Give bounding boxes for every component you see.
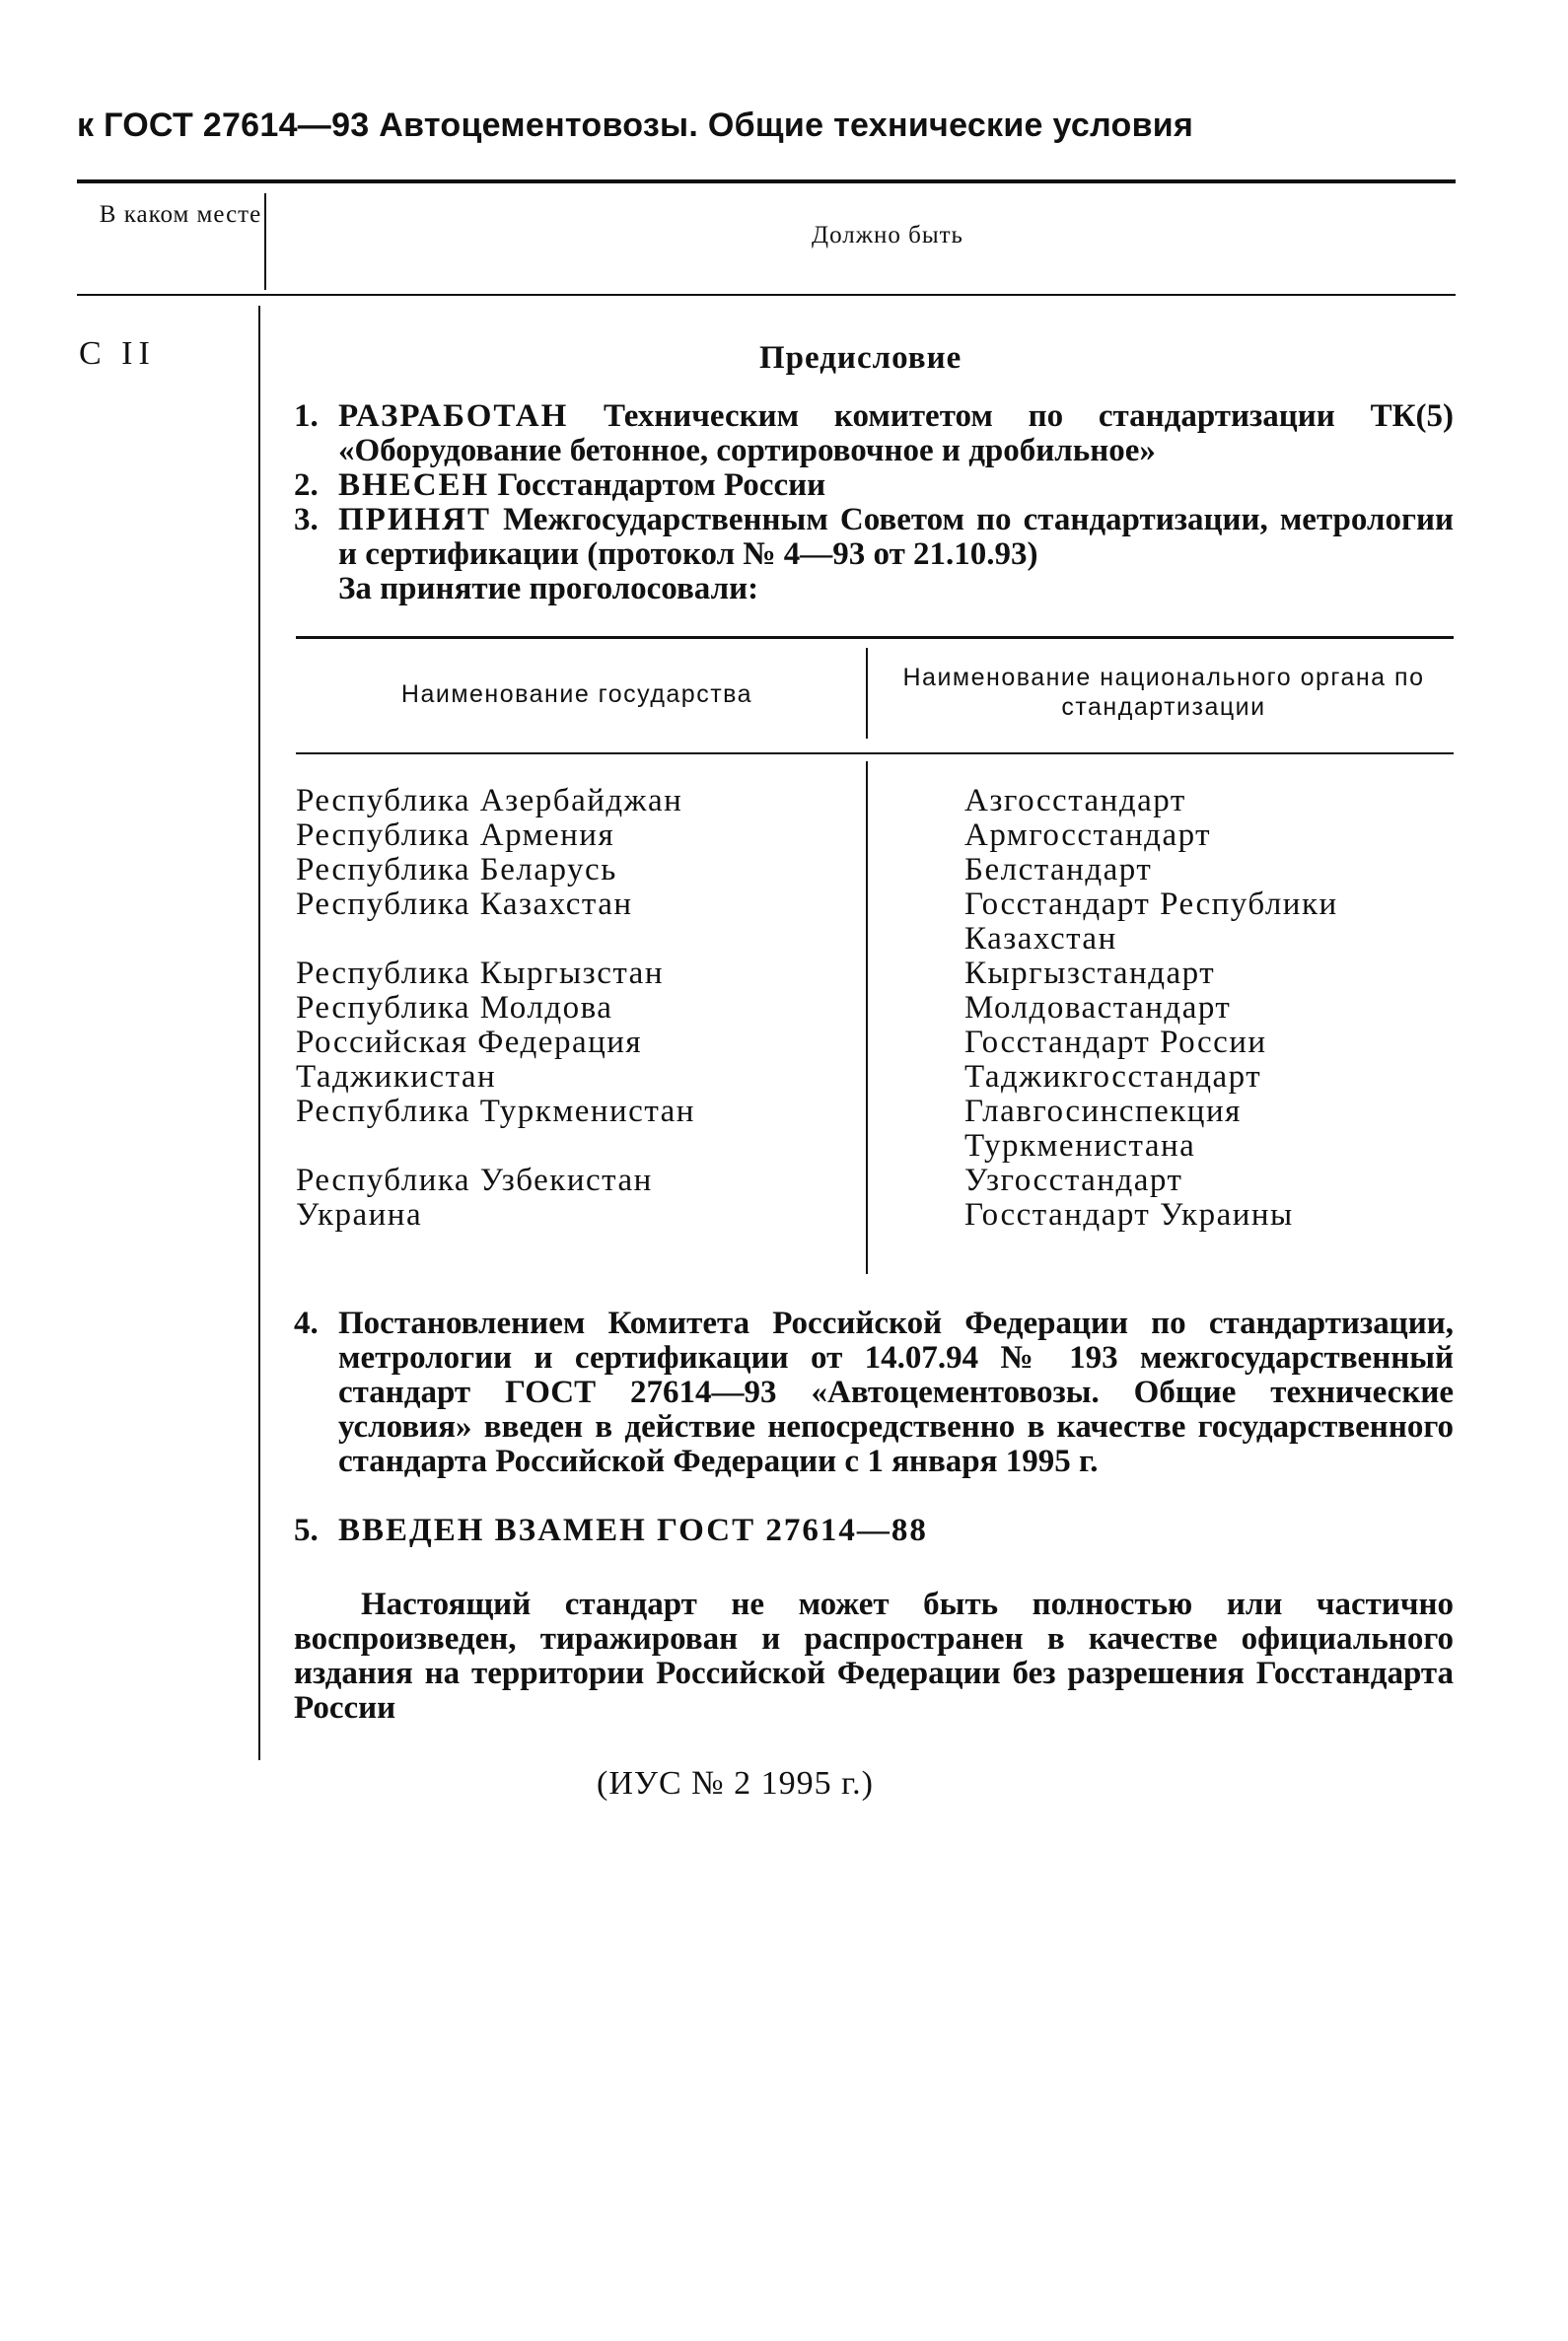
state-list <box>296 784 695 1233</box>
vote-table-header-rule <box>296 752 1454 754</box>
organ-name: Туркменистана <box>964 1128 1196 1164</box>
item-text <box>294 399 1454 468</box>
organ-name: Узгосстандарт <box>964 1163 1183 1198</box>
item-number: 4. <box>294 1306 319 1341</box>
item-number: 3. <box>294 502 319 537</box>
copyright-notice: Настоящий стандарт не может быть полностью или частично воспроизведен, тиражирован и распространен в качестве официального издания на территории Российской Федерации без разрешения Госстандарта России <box>294 1587 1454 1726</box>
item-text <box>294 503 1454 606</box>
organ-name: Армгосстандарт <box>964 817 1212 853</box>
item-number: 2. <box>294 467 319 503</box>
item-keyword: ВНЕСЕН <box>338 467 490 503</box>
organ-name: Азгосстандарт <box>964 783 1186 818</box>
column-header-where: В каком месте <box>99 201 262 228</box>
list-item <box>294 468 1454 503</box>
state-name: Республика Туркменистан <box>296 1094 695 1129</box>
organ-name: Госстандарт Украины <box>964 1197 1294 1233</box>
table-top-rule <box>77 179 1456 183</box>
organ-name: Белстандарт <box>964 852 1153 887</box>
organ-list <box>964 784 1338 1233</box>
state-name: Республика Казахстан <box>296 887 633 922</box>
state-name: Республика Узбекистан <box>296 1163 653 1198</box>
vote-intro: За принятие проголосовали: <box>338 571 759 606</box>
state-spacer <box>296 922 695 957</box>
list-item <box>294 503 1454 606</box>
state-name: Республика Кыргызстан <box>296 956 664 991</box>
item-body: Госстандартом России <box>489 467 826 503</box>
item-text: Постановлением Комитета Российской Федерации по стандартизации, метрологии и сертификации от 14.07.94 № 193 межгосударственный стандарт ГОСТ 27614—93 «Автоцементовозы. Общие технические условия» введен в действие непосредственно в качестве государственного стандарта Российской Федерации с 1 января 1995 г. <box>338 1306 1454 1479</box>
item-body: Межгосударственным Советом по стандартизации, метрологии и сертификации (протокол № 4—93 от 21.10.93) <box>338 502 1454 572</box>
vote-column-organ: Наименование национального органа по стандартизации <box>902 664 1425 721</box>
organ-name: Кыргызстандарт <box>964 956 1216 991</box>
vote-table-body-divider <box>866 761 868 1274</box>
item-text <box>294 468 1454 503</box>
list-item <box>294 399 1454 468</box>
column-header-should-be: Должно быть <box>812 222 963 248</box>
item-number: 5. <box>294 1513 319 1548</box>
organ-name: Молдовастандарт <box>964 990 1232 1026</box>
organ-name: Казахстан <box>964 921 1117 957</box>
table-header-rule <box>77 294 1456 296</box>
list-item <box>294 1514 1454 1548</box>
state-name: Республика Молдова <box>296 990 613 1026</box>
state-name: Республика Армения <box>296 817 615 853</box>
state-name: Украина <box>296 1197 423 1233</box>
state-name: Российская Федерация <box>296 1025 643 1060</box>
item-keyword: ПРИНЯТ <box>338 502 492 537</box>
ius-reference: (ИУС № 2 1995 г.) <box>597 1765 874 1802</box>
section-title: Предисловие <box>759 340 962 376</box>
item-keyword: РАЗРАБОТАН <box>338 398 569 434</box>
organ-name: Госстандарт Республики <box>964 887 1338 922</box>
list-item <box>294 1307 1454 1479</box>
page-reference: С II <box>79 335 156 372</box>
state-name: Республика Азербайджан <box>296 783 683 818</box>
state-name: Таджикистан <box>296 1059 497 1095</box>
item-text: ВВЕДЕН ВЗАМЕН ГОСТ 27614—88 <box>338 1513 928 1548</box>
item-body: Техническим комитетом по стандартизации ТК(5) «Оборудование бетонное, сортировочное и дробильное» <box>338 398 1454 468</box>
vote-column-state: Наименование государства <box>400 680 753 708</box>
body-column-divider <box>258 306 260 1760</box>
organ-name: Главгосинспекция <box>964 1094 1242 1129</box>
page-title: к ГОСТ 27614—93 Автоцементовозы. Общие технические условия <box>77 106 1194 144</box>
item-number: 1. <box>294 398 319 434</box>
organ-name: Госстандарт России <box>964 1025 1267 1060</box>
vote-table-top-rule <box>296 636 1454 639</box>
organ-name: Таджикгосстандарт <box>964 1059 1262 1095</box>
state-spacer <box>296 1129 695 1164</box>
state-name: Республика Беларусь <box>296 852 617 887</box>
vote-table-header-divider <box>866 648 868 739</box>
